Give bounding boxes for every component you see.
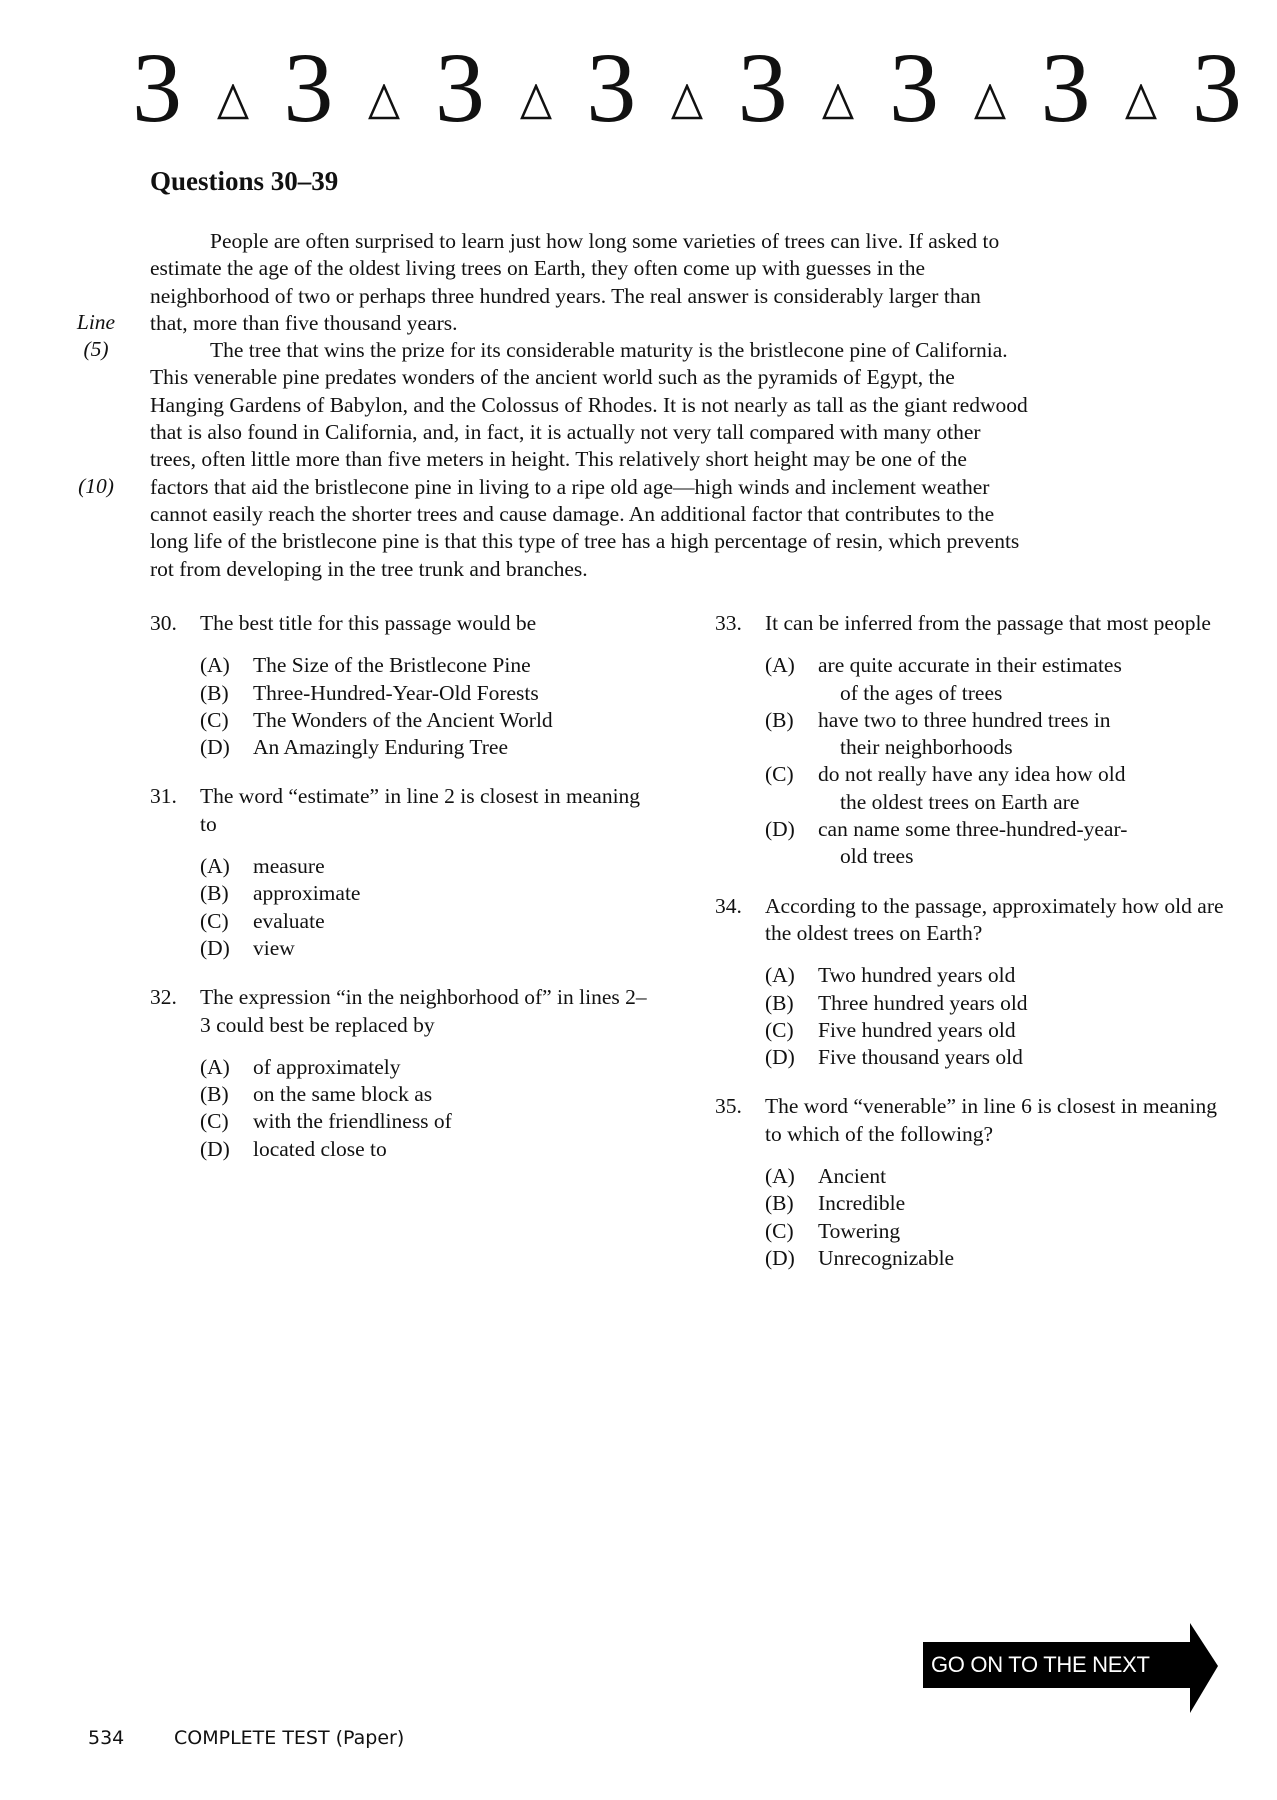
option-text: evaluate [253,908,325,933]
option-text-continued: the oldest trees on Earth are [840,789,1080,814]
answer-option-d[interactable] [765,816,1235,871]
reading-passage [150,228,1230,583]
answer-option-b[interactable] [765,1190,1235,1217]
option-text: of approximately [253,1054,401,1079]
option-text: view [253,935,295,960]
option-text: The Wonders of the Ancient World [253,707,553,732]
questions-right-column [715,610,1235,1294]
question-number: 34. [715,893,742,918]
question-31 [150,783,660,962]
answer-option-b[interactable] [200,880,660,907]
passage-line: This venerable pine predates wonders of the ancient world such as the pyramids of Egypt, the [150,365,955,390]
passage-line: that is also found in California, and, in fact, it is actually not very tall compared with many other [150,420,981,445]
passage-line: cannot easily reach the shorter trees and cause damage. An additional factor that contributes to the [150,501,995,526]
answer-option-a[interactable] [200,1054,660,1081]
option-letter: (A) [765,1164,795,1189]
answer-option-d[interactable] [765,1245,1235,1272]
footer-title: COMPLETE TEST (Paper) [174,1727,405,1749]
section-number: 3 [889,32,940,143]
question-30 [150,610,660,761]
question-stem: The expression “in the neighborhood of” in lines 2– 3 could best be replaced by [200,985,647,1037]
option-text: Five hundred years old [818,1017,1016,1042]
option-text: The Size of the Bristlecone Pine [253,653,531,678]
question-34 [715,893,1235,1072]
answer-option-d[interactable] [200,734,660,761]
option-letter: (C) [765,1017,794,1042]
answer-option-a[interactable] [765,1163,1235,1190]
question-stem: The best title for this passage would be [200,611,537,635]
section-number: 3 [737,32,788,143]
answer-option-a[interactable] [200,853,660,880]
option-text: approximate [253,881,361,906]
passage-line: trees, often little more than five meters in height. This relatively short height may be one of the [150,447,967,472]
option-letter: (C) [200,707,229,732]
answer-option-a[interactable] [765,962,1235,989]
option-text: Unrecognizable [818,1245,955,1270]
answer-option-a[interactable] [200,652,660,679]
option-letter: (C) [765,762,794,787]
option-text-continued: of the ages of trees [840,680,1003,705]
passage-line: long life of the bristlecone pine is that this type of tree has a high percentage of resin, which prevents [150,529,1020,554]
option-letter: (B) [765,990,794,1015]
answer-option-c[interactable] [765,1017,1235,1044]
answer-option-c[interactable] [765,1218,1235,1245]
answer-option-a[interactable] [765,652,1235,707]
option-text: Three-Hundred-Year-Old Forests [253,680,539,705]
next-page-button[interactable] [920,1618,1225,1723]
section-number: 3 [586,32,637,143]
option-letter: (A) [200,854,230,879]
option-letter: (D) [765,817,795,842]
answer-option-d[interactable] [200,935,660,962]
option-text: with the friendliness of [253,1109,452,1134]
answer-option-c[interactable] [200,1108,660,1135]
option-text: on the same block as [253,1082,433,1107]
option-text: located close to [253,1136,387,1161]
page-number: 534 [88,1727,125,1749]
answer-option-b[interactable] [765,707,1235,762]
option-letter: (C) [765,1218,794,1243]
passage-line: Hanging Gardens of Babylon, and the Colossus of Rhodes. It is not nearly as tall as the giant redwood [150,392,1028,417]
option-letter: (B) [765,1191,794,1216]
option-letter: (B) [200,881,229,906]
question-stem: It can be inferred from the passage that most people [765,611,1211,635]
option-text: Five thousand years old [818,1045,1023,1070]
option-text: have two to three hundred trees in [818,707,1111,732]
answer-option-b[interactable] [200,1081,660,1108]
option-letter: (D) [200,1136,230,1161]
answer-option-c[interactable] [200,707,660,734]
answer-option-d[interactable] [200,1136,660,1163]
answer-option-b[interactable] [200,680,660,707]
question-number: 30. [150,611,177,635]
passage-line: People are often surprised to learn just how long some varieties of trees can live. If asked to [210,229,1000,253]
answer-option-c[interactable] [200,908,660,935]
passage-line: neighborhood of two or perhaps three hundred years. The real answer is considerably larger than [150,283,981,308]
section-banner [132,32,1242,143]
section-number: 3 [1191,32,1242,143]
option-text: Ancient [818,1164,887,1189]
section-number: 3 [132,32,182,143]
option-letter: (C) [200,1109,229,1134]
questions-left-column [150,610,660,1185]
option-letter: (D) [765,1245,795,1270]
question-32 [150,984,660,1163]
section-number: 3 [1040,32,1091,143]
question-stem: The word “venerable” in line 6 is closest in meaning to which of the following? [765,1094,1217,1146]
passage-line: The tree that wins the prize for its considerable maturity is the bristlecone pine of California. [210,338,1008,363]
next-page-label: GO ON TO THE NEXT PAGE [923,1642,1198,1688]
question-35 [715,1093,1235,1272]
option-letter: (D) [200,735,230,760]
question-number: 35. [715,1094,742,1119]
option-letter: (B) [765,707,794,732]
option-text: Two hundred years old [818,963,1016,988]
questions-heading: Questions 30–39 [150,166,339,196]
option-letter: (A) [200,653,230,678]
option-letter: (B) [200,680,229,705]
passage-line: rot from developing in the tree trunk and branches. [150,556,588,581]
option-letter: (A) [765,963,795,988]
question-number: 32. [150,985,177,1010]
line-marker-5: (5) [83,337,109,361]
option-text: Incredible [818,1191,906,1216]
option-text: do not really have any idea how old [818,762,1126,787]
page-footer [88,1727,404,1749]
option-text: An Amazingly Enduring Tree [253,735,508,760]
answer-option-b[interactable] [765,990,1235,1017]
option-letter: (C) [200,908,229,933]
option-text: are quite accurate in their estimates [818,653,1122,678]
section-number: 3 [283,32,334,143]
answer-option-c[interactable] [765,761,1235,816]
question-stem: According to the passage, approximately how old are the oldest trees on Earth? [765,893,1224,945]
question-number: 33. [715,611,742,635]
question-number: 31. [150,784,177,809]
answer-option-d[interactable] [765,1044,1235,1071]
passage-line: estimate the age of the oldest living trees on Earth, they often come up with guesses in the [150,256,925,281]
option-text-continued: their neighborhoods [840,735,1013,760]
line-marker-10: (10) [78,474,114,498]
passage-line: that, more than five thousand years. [150,310,458,335]
option-letter: (A) [200,1054,230,1079]
option-text: can name some three-hundred-year- [818,817,1128,842]
option-letter: (D) [200,935,230,960]
option-text: Towering [818,1218,901,1243]
arrow-right-icon [1190,1618,1220,1718]
line-marker-label: Line [76,310,116,334]
question-stem: The word “estimate” in line 2 is closest in meaning to [200,784,641,836]
question-33 [715,610,1235,871]
passage-line: factors that aid the bristlecone pine in living to a ripe old age—high winds and inclement weather [150,474,990,499]
option-text: Three hundred years old [818,990,1028,1015]
option-letter: (B) [200,1082,229,1107]
section-number: 3 [434,32,485,143]
option-letter: (A) [765,653,795,678]
option-text-continued: old trees [840,844,914,869]
option-text: measure [253,854,325,879]
option-letter: (D) [765,1045,795,1070]
